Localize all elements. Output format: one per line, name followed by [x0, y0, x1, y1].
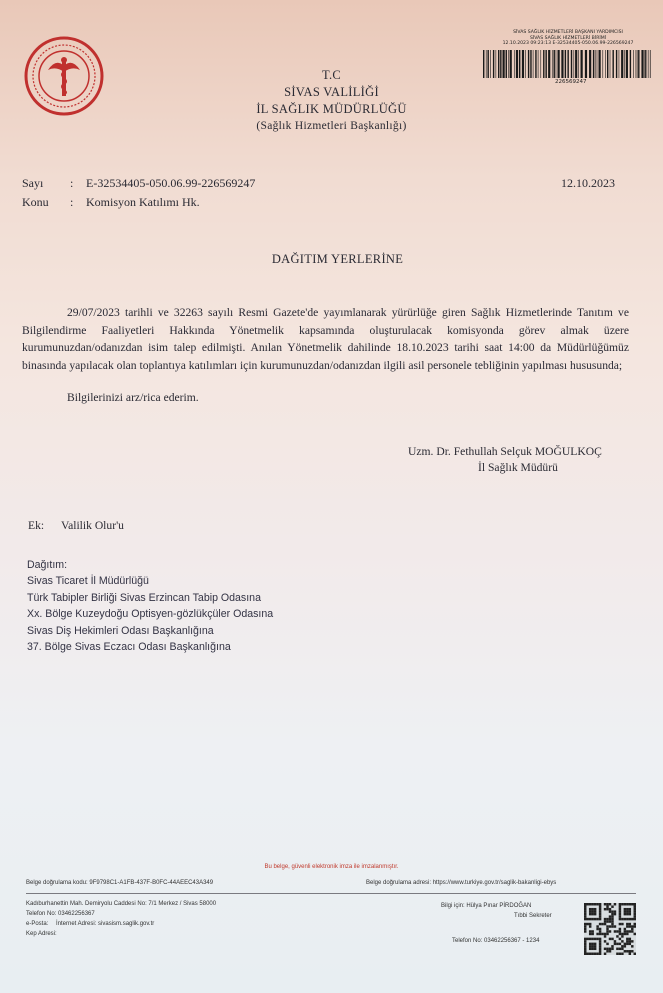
distribution-label: Dağıtım: [27, 559, 68, 571]
footer-web[interactable]: İnternet Adresi: sivasism.saglik.gov.tr [56, 921, 155, 927]
letter-body [22, 304, 629, 374]
barcode-caption-1: SİVAS SAĞLIK HİZMETLERİ BAŞKANI YARDIMCISI [513, 30, 623, 35]
distribution-item: Sivas Diş Hekimleri Odası Başkanlığına [27, 624, 214, 637]
footer-divider [26, 893, 636, 894]
distribution-heading: DAĞITIM YERLERİNE [271, 252, 404, 266]
signatory-title: İl Sağlık Müdürü [478, 461, 558, 474]
konu-label: Konu [22, 195, 49, 209]
footer-kep: Kep Adresi: [26, 931, 57, 937]
verification-code: Belge doğrulama kodu: 9F9798C1-A1FB-437F-B0FC-44AEEC43A349 [26, 880, 214, 886]
sayi-colon: : [70, 176, 74, 190]
barcode-caption-3: 12.10.2023 09:23:13 E-32534405-050.06.99-226569247 [502, 41, 634, 46]
document-date: 12.10.2023 [561, 176, 615, 190]
closing-line: Bilgilerinizi arz/rica ederim. [67, 391, 199, 404]
distribution-item: Xx. Bölge Kuzeydoğu Optisyen-gözlükçüler Odasına [27, 608, 274, 621]
konu-value: Komisyon Katılımı Hk. [86, 195, 200, 209]
body-paragraph: 29/07/2023 tarihli ve 32263 sayılı Resmi Gazete'de yayımlanarak yürürlüğe giren Sağlık Hizmetlerinde Tanıtım ve Bilgilendirme Faaliyetleri Hakkında Yönetmelik kapsamında oluşturulacak komisyonda görev almak üzere kurumunuzdan/odanızdan isim talep edilmişti. Anılan Yönetmelik dahilinde 18.10.2023 tarihi saat 14:00 da Müdürlüğümüz binasında yapılacak olan toplantıya katılımları için kurumunuzdan/odanızdan ilgili asil personele tebliğinin yapılması hususunda; [22, 306, 629, 372]
e-signature-notice: Bu belge, güvenli elektronik imza ile imzalanmıştır. [264, 864, 399, 870]
footer-eposta: e-Posta: [26, 921, 49, 927]
signatory-name: Uzm. Dr. Fethullah Selçuk MOĞULKOÇ [408, 445, 602, 458]
verification-address[interactable]: Belge doğrulama adresi: https://www.turkiye.gov.tr/saglik-bakanligi-ebys [366, 880, 557, 886]
attachment-label: Ek: [28, 519, 45, 532]
barcode-caption-2: SİVAS SAĞLIK HİZMETLERİ BİRİMİ [529, 35, 607, 41]
sayi-value: E-32534405-050.06.99-226569247 [86, 176, 256, 190]
distribution-list [27, 557, 273, 655]
distribution-item: Sivas Ticaret İl Müdürlüğü [27, 575, 149, 588]
sayi-label: Sayı [22, 176, 44, 190]
barcode-number: 226569247 [555, 79, 587, 85]
distribution-item: 37. Bölge Sivas Eczacı Odası Başkanlığına [27, 641, 231, 654]
info-phone: Telefon No: 03462256367 - 1234 [452, 938, 540, 944]
footer-phone: Telefon No: 03462256367 [26, 911, 95, 917]
qr-code [584, 903, 636, 955]
header-department: (Sağlık Hizmetleri Başkanlığı) [256, 120, 407, 132]
header-governorship: SİVAS VALİLİĞİ [284, 85, 379, 99]
distribution-item: Türk Tabipler Birliği Sivas Erzincan Tabip Odasına [27, 591, 261, 604]
barcode-caption [483, 30, 653, 47]
barcode-image [483, 50, 653, 78]
konu-colon: : [70, 195, 74, 209]
info-contact: Bilgi için: Hülya Pınar PİRDOĞAN [441, 903, 532, 909]
attachment-value: Valilik Olur'u [61, 519, 124, 532]
footer-address: Kadıburhanettin Mah. Demiryolu Caddesi No: 7/1 Merkez / Sivas 58000 [26, 901, 217, 907]
header-directorate: İL SAĞLIK MÜDÜRLÜĞÜ [256, 102, 407, 116]
header-tc: T.C [321, 68, 342, 82]
info-title: Tıbbi Sekreter [514, 913, 552, 919]
